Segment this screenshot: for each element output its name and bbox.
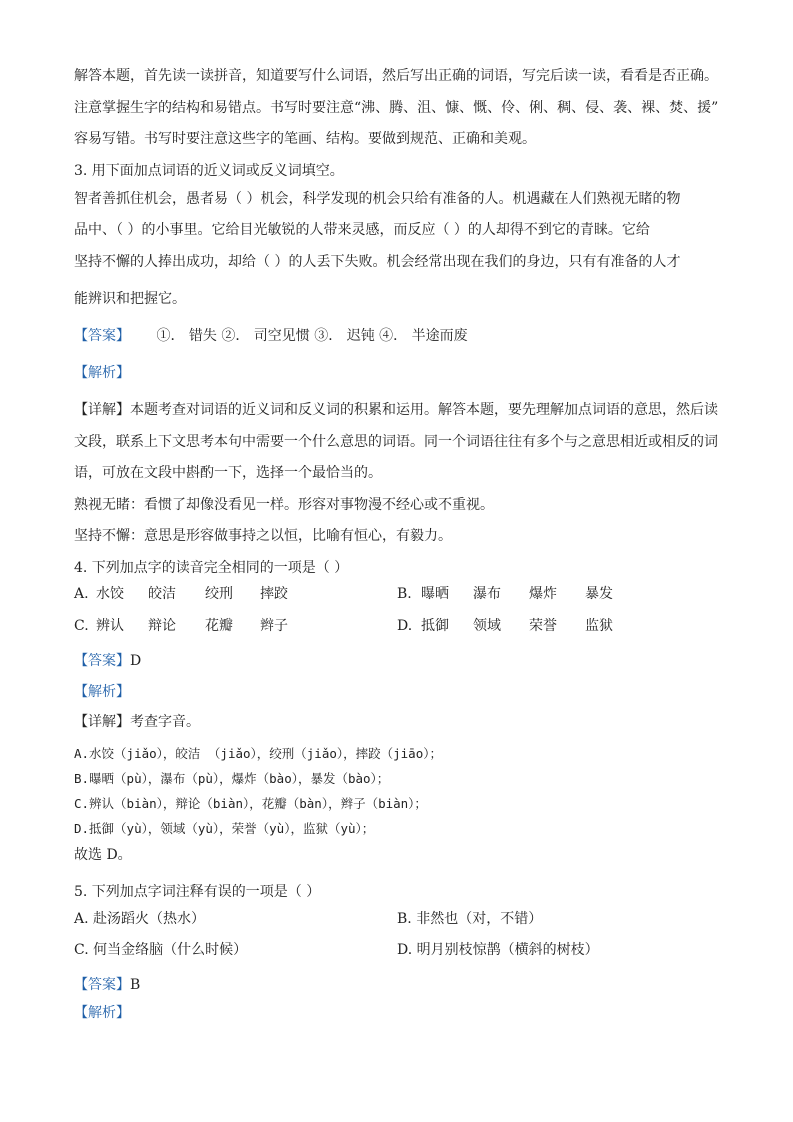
answer-tag: 【答案】 <box>74 653 130 669</box>
detail-text: 本题考查对词语的近义词和反义词的积累和运用。解答本题，要先理解加点词语的意思，然后读 <box>130 402 718 418</box>
option-a-word: 皎洁 <box>148 586 176 602</box>
question-3-passage-2: 品中、（ ）的小事里。它给目光敏锐的人带来灵感，而反应（ ）的人却得不到它的青睐。它给 <box>74 222 650 238</box>
intro-line-3: 容易写错。书写时要注意这些字的笔画、结构。要做到规范、正确和美观。 <box>74 131 536 147</box>
question-5-option-d: D. 明月别枝惊鹊（横斜的树枝） <box>397 942 599 958</box>
option-a-letter: A. <box>74 586 89 602</box>
option-d-word: 监狱 <box>585 618 613 634</box>
question-4-detail <box>74 713 200 731</box>
question-3-detail-2: 文段，联系上下文思考本句中需要一个什么意思的词语。同一个词语往往有多个与之意思相近或相反的词 <box>74 434 718 450</box>
option-c-word: 辫子 <box>260 618 288 634</box>
question-3-passage-1: 智者善抓住机会，愚者易（ ）机会，科学发现的机会只给有准备的人。机遇藏在人们熟视无睹的物 <box>74 191 681 207</box>
option-a-word: 摔跤 <box>260 586 288 602</box>
detail-tag: 【详解】 <box>74 714 130 730</box>
question-3-analysis-tag: 【解析】 <box>74 365 130 381</box>
question-4-analysis-tag: 【解析】 <box>74 684 130 700</box>
answer-tag: 【答案】 <box>74 977 130 993</box>
option-a-word: 水饺 <box>96 586 124 602</box>
intro-line-1: 解答本题，首先读一读拼音，知道要写什么词语，然后写出正确的词语，写完后读一读，看看是否正确。 <box>74 68 718 84</box>
question-3-detail-5: 坚持不懈：意思是形容做事持之以恒，比喻有恒心，有毅力。 <box>74 528 452 544</box>
answer-text: ①． 错失 ②． 司空见惯 ③． 迟钝 ④． 半途而废 <box>156 328 468 344</box>
option-c-word: 辨认 <box>96 618 124 634</box>
option-c-word: 花瓣 <box>205 618 233 634</box>
question-4-analysis-a: A.水饺（jiǎo），皎洁 （jiǎo），绞刑（jiǎo），摔跤（jiāo）； <box>74 746 442 761</box>
option-b-word: 瀑布 <box>473 586 501 602</box>
detail-text: 考查字音。 <box>130 714 200 730</box>
question-5-option-c: C. 何当金络脑（什么时候） <box>74 942 248 958</box>
option-d-word: 荣誉 <box>529 618 557 634</box>
question-3-detail-1 <box>74 401 718 419</box>
intro-line-2: 注意掌握生字的结构和易错点。书写时要注意“沸、腾、沮、慷、慨、伶、俐、稠、侵、袭、裸、焚、援” <box>74 100 719 116</box>
question-3-passage-3: 坚持不懈的人捧出成功，却给（ ）的人丢下失败。机会经常出现在我们的身边，只有有准备的人才 <box>74 254 681 270</box>
question-4-answer <box>74 652 141 670</box>
option-b-word: 曝晒 <box>421 586 449 602</box>
question-5-option-a: A. 赴汤蹈火（热水） <box>74 911 206 927</box>
answer-text: D <box>130 653 142 669</box>
detail-tag: 【详解】 <box>74 402 130 418</box>
question-4-conclusion: 故选 D。 <box>74 847 132 863</box>
answer-tag: 【答案】 <box>74 328 130 344</box>
question-5-analysis-tag: 【解析】 <box>74 1005 130 1021</box>
option-b-letter: B. <box>397 586 412 602</box>
question-5-option-b: B. 非然也（对，不错） <box>397 911 543 927</box>
option-d-letter: D. <box>397 618 413 634</box>
question-3-answer <box>74 327 468 345</box>
question-5-answer <box>74 976 140 994</box>
option-b-word: 爆炸 <box>529 586 557 602</box>
question-4-analysis-c: C.辨认（biàn），辩论（biàn），花瓣（bàn），辫子（biàn）； <box>74 796 427 811</box>
question-5-stem: 5. 下列加点字词注释有误的一项是（ ） <box>74 884 321 900</box>
answer-text: B <box>130 977 141 993</box>
question-3-detail-4: 熟视无睹：看惯了却像没看见一样。形容对事物漫不经心或不重视。 <box>74 497 494 513</box>
option-b-word: 暴发 <box>585 586 613 602</box>
question-3-stem: 3. 用下面加点词语的近义词或反义词填空。 <box>74 163 344 179</box>
question-4-analysis-d: D.抵御（yù），领域（yù），荣誉（yù），监狱（yù）； <box>74 821 375 836</box>
question-4-stem: 4. 下列加点字的读音完全相同的一项是（ ） <box>74 560 349 576</box>
option-c-letter: C. <box>74 618 89 634</box>
question-3-passage-4: 能辨识和把握它。 <box>74 291 186 307</box>
option-a-word: 绞刑 <box>205 586 233 602</box>
option-c-word: 辩论 <box>148 618 176 634</box>
option-d-word: 领域 <box>473 618 501 634</box>
question-4-analysis-b: B.曝晒（pù），瀑布（pù），爆炸（bào），暴发（bào）； <box>74 771 390 786</box>
option-d-word: 抵御 <box>421 618 449 634</box>
question-3-detail-3: 语，可放在文段中斟酌一下，选择一个最恰当的。 <box>74 465 382 481</box>
